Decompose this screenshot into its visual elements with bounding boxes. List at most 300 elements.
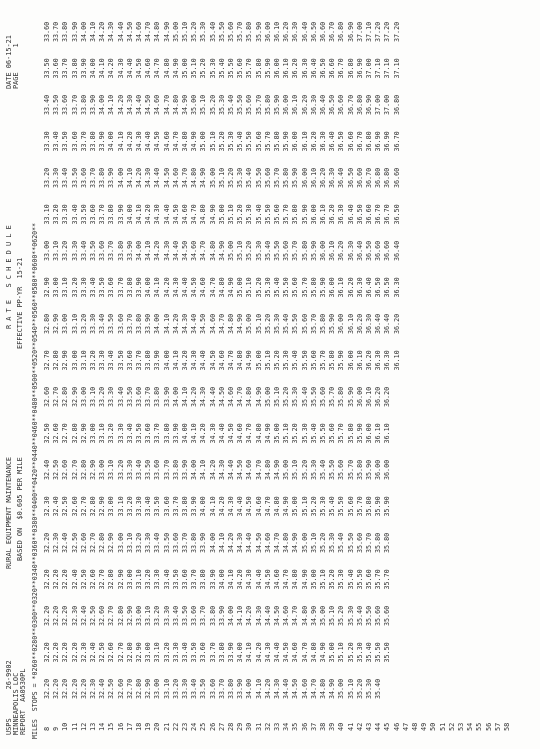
rate-cell: 35.00 bbox=[171, 21, 180, 42]
rate-cell: 35.30 bbox=[263, 277, 272, 298]
rate-cell: 36.00 bbox=[346, 350, 355, 371]
rate-cell: 36.40 bbox=[300, 21, 309, 42]
rate-cell: 33.50 bbox=[181, 605, 189, 626]
rate-cell: 33.90 bbox=[190, 496, 199, 517]
rate-cell: 34.70 bbox=[181, 167, 189, 188]
rate-cell: 36.30 bbox=[392, 277, 401, 298]
rate-cell: 34.00 bbox=[107, 131, 116, 152]
rate-cell: 35.00 bbox=[236, 277, 245, 298]
rate-cell: 33.40 bbox=[153, 532, 162, 553]
rate-cell: 36.10 bbox=[291, 94, 300, 115]
miles-label: 38 bbox=[319, 722, 327, 731]
rate-cell: 35.10 bbox=[291, 459, 300, 480]
miles-label: 51 bbox=[438, 722, 447, 731]
rate-cell: 35.70 bbox=[245, 58, 254, 79]
report-id-line3: REPORT AA0530PL bbox=[19, 668, 27, 735]
rate-cell: 33.10 bbox=[107, 459, 116, 480]
rate-cell: 34.50 bbox=[208, 350, 217, 371]
rate-cell: 32.50 bbox=[70, 532, 79, 553]
rate-cell: 36.10 bbox=[273, 21, 281, 42]
rate-cell: 35.00 bbox=[199, 131, 208, 152]
rate-cell: 36.30 bbox=[365, 313, 373, 334]
rate-cell: 34.10 bbox=[89, 21, 97, 42]
rate-cell: 34.40 bbox=[190, 313, 199, 334]
rate-cell: 33.60 bbox=[107, 277, 116, 298]
rate-cell: 33.70 bbox=[79, 131, 88, 152]
rate-cell: 36.80 bbox=[392, 94, 401, 115]
rate-cell: 34.10 bbox=[181, 386, 189, 407]
miles-label: 21 bbox=[162, 722, 171, 731]
miles-label: 54 bbox=[466, 722, 475, 731]
rate-cell: 35.90 bbox=[254, 21, 263, 42]
rate-cell: 32.90 bbox=[79, 423, 88, 444]
rate-cell: 34.40 bbox=[162, 204, 171, 225]
rate-cell: 36.30 bbox=[328, 167, 337, 188]
rate-cell: 35.70 bbox=[337, 423, 346, 444]
miles-label: 17 bbox=[125, 722, 134, 731]
rate-cell: 34.20 bbox=[125, 131, 134, 152]
rate-cell: 35.70 bbox=[328, 386, 337, 407]
rate-cell: 34.90 bbox=[245, 350, 254, 371]
rate-cell: 33.30 bbox=[125, 459, 134, 480]
rate-cell: 33.40 bbox=[107, 350, 116, 371]
rate-cell: 35.00 bbox=[319, 605, 327, 626]
rate-cell: 32.30 bbox=[70, 605, 79, 626]
rate-cell: 34.90 bbox=[208, 204, 217, 225]
rate-cell: 32.20 bbox=[43, 642, 51, 663]
rate-cell: 35.60 bbox=[346, 496, 355, 517]
rate-cell: 37.10 bbox=[392, 58, 401, 79]
rate-cell: 33.80 bbox=[98, 167, 107, 188]
rate-cell: 34.50 bbox=[291, 678, 300, 699]
miles-label: 41 bbox=[346, 722, 355, 731]
rate-cell: 36.40 bbox=[309, 58, 318, 79]
rate-cell: 35.60 bbox=[254, 131, 263, 152]
rate-cell: 32.40 bbox=[43, 459, 51, 480]
rate-cell: 32.70 bbox=[107, 605, 116, 626]
miles-label: 12 bbox=[79, 722, 88, 731]
rate-cell: 36.00 bbox=[337, 313, 346, 334]
rate-cell: 34.60 bbox=[245, 459, 254, 480]
rate-cell: 33.10 bbox=[162, 678, 171, 699]
rate-cell: 33.60 bbox=[162, 496, 171, 517]
rate-cell: 35.90 bbox=[365, 459, 373, 480]
rate-cell: 36.30 bbox=[355, 277, 364, 298]
rate-cell: 32.90 bbox=[70, 386, 79, 407]
rate-cell: 33.30 bbox=[153, 569, 162, 590]
rate-cell: 35.40 bbox=[374, 678, 383, 699]
rate-cell: 34.20 bbox=[199, 423, 208, 444]
rate-cell: 35.70 bbox=[319, 350, 327, 371]
rate-cell: 32.20 bbox=[52, 642, 61, 663]
rate-cell: 34.90 bbox=[263, 423, 272, 444]
rate-cell: 33.20 bbox=[135, 532, 143, 553]
rate-cell: 35.30 bbox=[282, 350, 291, 371]
rate-cell: 33.50 bbox=[79, 204, 88, 225]
rate-cell: 33.80 bbox=[107, 204, 116, 225]
rate-cell: 34.70 bbox=[282, 569, 291, 590]
rate-cell: 33.20 bbox=[144, 569, 153, 590]
rate-cell: 34.30 bbox=[116, 58, 125, 79]
rate-cell: 33.30 bbox=[171, 642, 180, 663]
rate-cell: 35.10 bbox=[263, 350, 272, 371]
rate-cell: 35.10 bbox=[217, 167, 226, 188]
rate-cell: 36.00 bbox=[355, 386, 364, 407]
rate-cell: 35.60 bbox=[319, 386, 327, 407]
rate-cell: 35.50 bbox=[346, 532, 355, 553]
rate-cell: 32.80 bbox=[43, 313, 51, 334]
rate-cell: 33.90 bbox=[227, 642, 235, 663]
rate-cell: 32.60 bbox=[61, 459, 70, 480]
rate-cell: 34.20 bbox=[217, 496, 226, 517]
rate-cell: 32.80 bbox=[125, 642, 134, 663]
rate-cell: 32.30 bbox=[43, 496, 51, 517]
rate-cell: 34.90 bbox=[282, 496, 291, 517]
rate-cell: 34.20 bbox=[135, 167, 143, 188]
rate-cell: 33.60 bbox=[199, 642, 208, 663]
rate-cell: 34.60 bbox=[273, 569, 281, 590]
rate-cell: 33.90 bbox=[98, 131, 107, 152]
rate-cell: 33.80 bbox=[144, 350, 153, 371]
rate-cell: 35.80 bbox=[254, 58, 263, 79]
rate-cell: 32.80 bbox=[52, 350, 61, 371]
rate-cell: 33.60 bbox=[52, 58, 61, 79]
rate-cell: 34.40 bbox=[144, 131, 153, 152]
rate-cell: 34.30 bbox=[107, 21, 116, 42]
rate-cell: 32.90 bbox=[52, 313, 61, 334]
rate-cell: 33.50 bbox=[190, 642, 199, 663]
rate-cell: 33.00 bbox=[98, 459, 107, 480]
rate-cell: 35.60 bbox=[309, 350, 318, 371]
rate-cell: 33.90 bbox=[144, 313, 153, 334]
rate-cell: 33.70 bbox=[208, 642, 217, 663]
miles-label: 39 bbox=[328, 722, 337, 731]
rate-cell: 34.00 bbox=[171, 386, 180, 407]
rate-cell: 34.30 bbox=[162, 240, 171, 261]
rate-cell: 34.50 bbox=[135, 58, 143, 79]
rate-cell: 35.10 bbox=[319, 569, 327, 590]
rate-cell: 34.00 bbox=[208, 532, 217, 553]
rate-cell: 34.50 bbox=[125, 21, 134, 42]
rate-cell: 33.70 bbox=[135, 350, 143, 371]
rate-cell: 33.00 bbox=[70, 350, 79, 371]
rate-cell: 33.60 bbox=[79, 167, 88, 188]
miles-label: 13 bbox=[89, 722, 97, 731]
miles-label: 11 bbox=[70, 722, 79, 731]
rate-cell: 34.90 bbox=[181, 94, 189, 115]
rate-cell: 34.40 bbox=[217, 423, 226, 444]
rate-cell: 36.20 bbox=[319, 167, 327, 188]
rate-cell: 35.70 bbox=[374, 569, 383, 590]
rate-cell: 36.20 bbox=[328, 204, 337, 225]
rate-cell: 35.80 bbox=[309, 277, 318, 298]
rate-cell: 33.70 bbox=[217, 678, 226, 699]
rate-cell: 33.60 bbox=[70, 131, 79, 152]
rate-cell: 33.70 bbox=[162, 459, 171, 480]
rate-cell: 35.10 bbox=[309, 532, 318, 553]
rate-cell: 35.40 bbox=[291, 350, 300, 371]
rate-cell: 34.10 bbox=[125, 167, 134, 188]
rate-cell: 36.70 bbox=[337, 58, 346, 79]
rate-cell: 33.80 bbox=[217, 642, 226, 663]
rate-cell: 35.40 bbox=[328, 496, 337, 517]
rate-cell: 35.30 bbox=[300, 423, 309, 444]
miles-label: 52 bbox=[447, 722, 456, 731]
rate-cell: 34.30 bbox=[245, 569, 254, 590]
rate-cell: 33.30 bbox=[135, 496, 143, 517]
rate-cell: 35.10 bbox=[199, 94, 208, 115]
rate-cell: 32.70 bbox=[116, 642, 125, 663]
rate-cell: 35.30 bbox=[208, 58, 217, 79]
rate-cell: 32.20 bbox=[79, 678, 88, 699]
rate-cell: 36.80 bbox=[383, 167, 392, 188]
rate-cell: 35.20 bbox=[208, 94, 217, 115]
rate-cell: 36.70 bbox=[374, 204, 383, 225]
rate-cell: 33.20 bbox=[43, 167, 51, 188]
rate-cell: 35.80 bbox=[355, 459, 364, 480]
rate-cell: 36.80 bbox=[337, 21, 346, 42]
rate-cell: 33.40 bbox=[144, 496, 153, 517]
rate-cell: 33.70 bbox=[89, 167, 97, 188]
rate-cell: 36.00 bbox=[365, 423, 373, 444]
miles-label: 42 bbox=[355, 722, 364, 731]
rate-cell: 32.60 bbox=[116, 678, 125, 699]
rate-cell: 34.50 bbox=[263, 569, 272, 590]
rate-cell: 36.70 bbox=[346, 94, 355, 115]
rate-cell: 32.20 bbox=[52, 678, 61, 699]
rate-cell: 36.10 bbox=[346, 313, 355, 334]
rate-cell: 32.90 bbox=[125, 605, 134, 626]
rate-cell: 35.40 bbox=[346, 569, 355, 590]
rate-cell: 33.10 bbox=[89, 386, 97, 407]
rate-cell: 35.50 bbox=[319, 423, 327, 444]
rate-cell: 34.60 bbox=[263, 532, 272, 553]
rate-cell: 33.60 bbox=[144, 423, 153, 444]
rate-cell: 35.20 bbox=[328, 569, 337, 590]
rate-cell: 35.90 bbox=[282, 131, 291, 152]
rate-cell: 34.20 bbox=[171, 313, 180, 334]
rate-cell: 35.40 bbox=[263, 240, 272, 261]
rate-cell: 35.10 bbox=[245, 277, 254, 298]
rate-cell: 35.00 bbox=[300, 532, 309, 553]
rate-cell: 35.50 bbox=[282, 277, 291, 298]
rate-cell: 35.90 bbox=[374, 496, 383, 517]
rate-cell: 33.60 bbox=[89, 204, 97, 225]
rate-cell: 35.70 bbox=[346, 459, 355, 480]
rate-cell: 34.50 bbox=[236, 459, 245, 480]
rate-cell: 35.90 bbox=[337, 350, 346, 371]
rate-cell: 33.90 bbox=[135, 277, 143, 298]
rate-cell: 34.40 bbox=[153, 167, 162, 188]
rate-cell: 32.50 bbox=[98, 642, 107, 663]
rate-cell: 35.80 bbox=[328, 350, 337, 371]
rate-cell: 34.00 bbox=[89, 58, 97, 79]
rate-cell: 35.80 bbox=[346, 423, 355, 444]
rate-cell: 34.20 bbox=[181, 350, 189, 371]
rate-cell: 33.90 bbox=[162, 386, 171, 407]
rate-cell: 34.20 bbox=[162, 277, 171, 298]
rate-cell: 34.20 bbox=[263, 678, 272, 699]
rate-cell: 36.10 bbox=[355, 350, 364, 371]
rate-cell: 35.50 bbox=[236, 94, 245, 115]
rate-cell: 35.40 bbox=[282, 313, 291, 334]
rate-cell: 35.60 bbox=[383, 605, 392, 626]
rate-cell: 34.90 bbox=[227, 277, 235, 298]
rate-cell: 34.60 bbox=[254, 496, 263, 517]
rate-cell: 37.20 bbox=[392, 21, 401, 42]
rate-cell: 33.60 bbox=[135, 386, 143, 407]
rate-cell: 34.50 bbox=[217, 386, 226, 407]
rate-cell: 32.60 bbox=[107, 642, 116, 663]
rate-cell: 36.60 bbox=[365, 204, 373, 225]
rate-cell: 34.20 bbox=[107, 58, 116, 79]
rate-cell: 36.00 bbox=[309, 204, 318, 225]
rate-cell: 36.40 bbox=[328, 131, 337, 152]
rate-cell: 34.30 bbox=[263, 642, 272, 663]
rate-cell: 34.50 bbox=[199, 313, 208, 334]
rate-cell: 33.40 bbox=[52, 131, 61, 152]
rate-cell: 32.50 bbox=[79, 569, 88, 590]
rate-cell: 34.10 bbox=[227, 569, 235, 590]
rate-cell: 35.30 bbox=[254, 240, 263, 261]
rate-cell: 35.70 bbox=[309, 313, 318, 334]
rate-cell: 35.70 bbox=[236, 21, 245, 42]
miles-label: 32 bbox=[263, 722, 272, 731]
rate-cell: 34.10 bbox=[107, 94, 116, 115]
rate-cell: 33.90 bbox=[199, 532, 208, 553]
rate-cell: 35.40 bbox=[309, 423, 318, 444]
rate-cell: 35.90 bbox=[355, 423, 364, 444]
rate-cell: 33.60 bbox=[43, 21, 51, 42]
rate-cell: 32.60 bbox=[70, 496, 79, 517]
rate-cell: 34.20 bbox=[144, 204, 153, 225]
report-id-line1: USPS 26-9902 bbox=[5, 660, 13, 735]
rate-cell: 34.60 bbox=[162, 131, 171, 152]
rate-cell: 35.50 bbox=[245, 131, 254, 152]
rate-cell: 35.10 bbox=[190, 58, 199, 79]
page-number: PAGE 1 bbox=[12, 43, 20, 89]
miles-label: 46 bbox=[392, 722, 401, 731]
rate-cell: 32.90 bbox=[116, 569, 125, 590]
rate-cell: 34.10 bbox=[190, 423, 199, 444]
rate-cell: 32.70 bbox=[43, 350, 51, 371]
rate-cell: 36.50 bbox=[365, 240, 373, 261]
rate-cell: 36.10 bbox=[300, 131, 309, 152]
rate-cell: 33.40 bbox=[190, 678, 199, 699]
rate-cell: 36.20 bbox=[346, 277, 355, 298]
rate-cell: 34.80 bbox=[309, 642, 318, 663]
rate-cell: 36.00 bbox=[374, 459, 383, 480]
rate-cell: 34.40 bbox=[208, 386, 217, 407]
rate-cell: 35.50 bbox=[309, 386, 318, 407]
rate-cell: 33.00 bbox=[107, 496, 116, 517]
rate-cell: 35.70 bbox=[383, 569, 392, 590]
rate-cell: 35.80 bbox=[319, 313, 327, 334]
rate-cell: 32.90 bbox=[61, 350, 70, 371]
rate-cell: 32.70 bbox=[125, 678, 134, 699]
rate-cell: 35.70 bbox=[300, 277, 309, 298]
rate-cell: 34.00 bbox=[125, 204, 134, 225]
rate-cell: 34.10 bbox=[171, 350, 180, 371]
rate-cell: 32.80 bbox=[107, 569, 116, 590]
rate-cell: 33.80 bbox=[70, 58, 79, 79]
rate-cell: 34.70 bbox=[254, 459, 263, 480]
rate-cell: 33.30 bbox=[144, 532, 153, 553]
rate-cell: 34.70 bbox=[208, 277, 217, 298]
rate-cell: 34.70 bbox=[236, 386, 245, 407]
rate-cell: 36.70 bbox=[328, 21, 337, 42]
rate-cell: 36.70 bbox=[365, 167, 373, 188]
rate-cell: 33.00 bbox=[43, 240, 51, 261]
rate-cell: 34.00 bbox=[217, 569, 226, 590]
rate-cell: 35.80 bbox=[383, 532, 392, 553]
rate-cell: 36.30 bbox=[346, 240, 355, 261]
rate-cell: 35.20 bbox=[346, 642, 355, 663]
rate-cell: 35.20 bbox=[217, 131, 226, 152]
rate-cell: 33.20 bbox=[61, 240, 70, 261]
rate-cell: 35.90 bbox=[309, 240, 318, 261]
rate-cell: 33.20 bbox=[107, 423, 116, 444]
rate-cell: 34.40 bbox=[245, 532, 254, 553]
rate-cell: 34.50 bbox=[171, 204, 180, 225]
rate-cell: 35.10 bbox=[282, 423, 291, 444]
rate-cell: 35.40 bbox=[273, 277, 281, 298]
rate-cell: 35.30 bbox=[309, 459, 318, 480]
rate-cell: 33.60 bbox=[116, 313, 125, 334]
rate-cell: 35.40 bbox=[245, 167, 254, 188]
rate-cell: 34.40 bbox=[181, 277, 189, 298]
rate-cell: 33.00 bbox=[135, 605, 143, 626]
rate-cell: 34.00 bbox=[181, 423, 189, 444]
rate-cell: 35.70 bbox=[365, 532, 373, 553]
rate-cell: 34.70 bbox=[273, 532, 281, 553]
rate-cell: 33.80 bbox=[227, 678, 235, 699]
rate-cell: 34.00 bbox=[190, 459, 199, 480]
rate-cell: 34.60 bbox=[135, 21, 143, 42]
rate-cell: 33.40 bbox=[135, 459, 143, 480]
rate-cell: 36.30 bbox=[337, 204, 346, 225]
miles-label: 18 bbox=[135, 722, 143, 731]
rate-cell: 32.20 bbox=[61, 678, 70, 699]
rate-cell: 37.00 bbox=[365, 58, 373, 79]
rate-cell: 35.00 bbox=[263, 386, 272, 407]
rate-cell: 35.20 bbox=[337, 605, 346, 626]
rate-cell: 32.90 bbox=[89, 459, 97, 480]
rate-cell: 35.00 bbox=[309, 569, 318, 590]
rate-cell: 35.30 bbox=[328, 532, 337, 553]
rate-cell: 34.30 bbox=[236, 532, 245, 553]
rate-cell: 35.20 bbox=[190, 21, 199, 42]
rate-cell: 33.80 bbox=[162, 423, 171, 444]
rate-cell: 34.20 bbox=[208, 459, 217, 480]
rate-cell: 33.80 bbox=[61, 21, 70, 42]
rate-cell: 35.40 bbox=[365, 642, 373, 663]
rate-cell: 36.20 bbox=[392, 313, 401, 334]
rate-cell: 35.80 bbox=[374, 532, 383, 553]
rate-cell: 32.30 bbox=[89, 678, 97, 699]
rate-cell: 35.80 bbox=[337, 386, 346, 407]
rate-cell: 35.70 bbox=[355, 496, 364, 517]
rate-cell: 32.60 bbox=[89, 569, 97, 590]
rate-cell: 35.80 bbox=[263, 94, 272, 115]
rate-cell: 35.30 bbox=[199, 21, 208, 42]
rate-cell: 32.90 bbox=[43, 277, 51, 298]
rate-cell: 35.40 bbox=[300, 386, 309, 407]
rate-cell: 34.90 bbox=[328, 678, 337, 699]
miles-label: 30 bbox=[245, 722, 254, 731]
rate-cell: 36.50 bbox=[319, 58, 327, 79]
rate-cell: 34.10 bbox=[236, 605, 245, 626]
